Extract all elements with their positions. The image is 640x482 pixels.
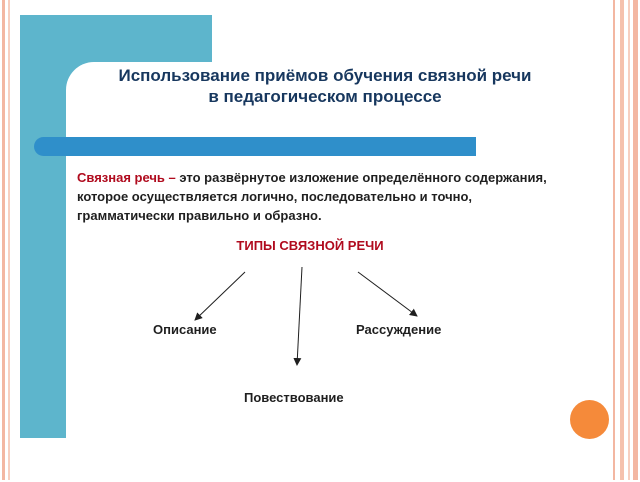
arrow-to-reasoning <box>358 272 417 316</box>
type-narration: Повествование <box>244 390 344 405</box>
types-heading: ТИПЫ СВЯЗНОЙ РЕЧИ <box>236 238 384 253</box>
arrow-to-description <box>195 272 245 320</box>
type-description: Описание <box>153 322 217 337</box>
type-reasoning: Рассуждение <box>356 322 442 337</box>
slide-title-line-2: в педагогическом процессе <box>208 87 442 106</box>
definition-text: это развёрнутое изложение определённого содержания, которое осуществляется логично, последовательно и точно, грамматически правильно и образно. <box>77 170 547 223</box>
arrow-to-narration <box>297 267 302 365</box>
slide-title-line-1: Использование приёмов обучения связной речи <box>118 66 532 85</box>
definition-term: Связная речь – <box>77 170 176 185</box>
decorative-orange-circle <box>570 400 609 439</box>
